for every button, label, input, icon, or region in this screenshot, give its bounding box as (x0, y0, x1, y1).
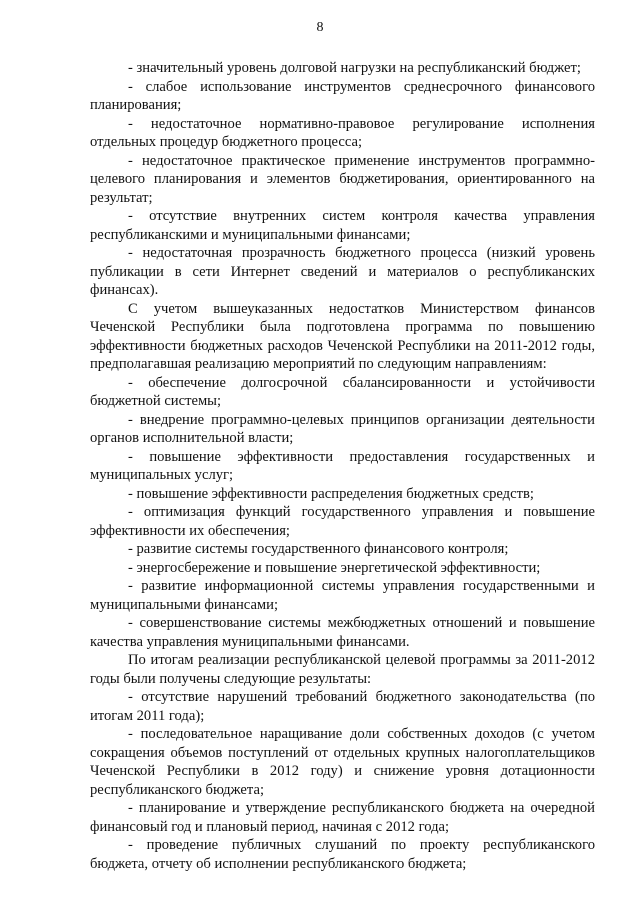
list-item: - оптимизация функций государственного управления и повышение эффективности их обеспечения; (90, 504, 595, 539)
list-item: - развитие информационной системы управления государственными и муниципальными финансами; (90, 578, 595, 613)
list-item: - отсутствие внутренних систем контроля качества управления республиканскими и муниципальными финансами; (90, 208, 595, 243)
list-item: - внедрение программно-целевых принципов организации деятельности органов исполнительной власти; (90, 411, 595, 446)
list-item: - недостаточное практическое применение инструментов программно-целевого планирования и элементов бюджетирования, ориентированного на результат; (90, 152, 595, 206)
list-item: - планирование и утверждение республиканского бюджета на очередной финансовый год и плановый период, начиная с 2012 года; (90, 800, 595, 835)
list-item: - обеспечение долгосрочной сбалансированности и устойчивости бюджетной системы; (90, 374, 595, 409)
page-number: 8 (316, 20, 324, 35)
paragraph: По итогам реализации республиканской целевой программы за 2011-2012 годы были получены следующие результаты: (90, 652, 595, 687)
list-item: - проведение публичных слушаний по проекту республиканского бюджета, отчету об исполнении республиканского бюджета; (90, 837, 595, 872)
list-item: - совершенствование системы межбюджетных отношений и повышение качества управления муниципальными финансами. (90, 615, 595, 650)
page-body (90, 59, 595, 873)
list-item: - развитие системы государственного финансового контроля; (128, 541, 509, 557)
list-item: - слабое использование инструментов среднесрочного финансового планирования; (90, 78, 595, 113)
list-item: - повышение эффективности распределения бюджетных средств; (128, 485, 534, 502)
paragraph: С учетом вышеуказанных недостатков Министерством финансов Чеченской Республики была подготовлена программа по повышению эффективности бюджетных расходов Чеченской Республики на 2011-2012 годы, предполагавшая реализацию мероприятий по следующим направлениям: (90, 300, 595, 372)
list-item: - отсутствие нарушений требований бюджетного законодательства (по итогам 2011 года); (90, 689, 595, 724)
list-item: - недостаточная прозрачность бюджетного процесса (низкий уровень публикации в сети Интернет сведений и материалов о республиканских финансах). (90, 245, 595, 298)
list-item: - последовательное наращивание доли собственных доходов (с учетом сокращения объемов поступлений от отдельных крупных налогоплательщиков Чеченской Республики в 2012 году) и снижение уровня дотационности республиканского бюджета; (90, 726, 595, 798)
list-item: - энергосбережение и повышение энергетической эффективности; (128, 559, 541, 576)
list-item: - повышение эффективности предоставления государственных и муниципальных услуг; (90, 448, 595, 483)
list-item: - недостаточное нормативно-правовое регулирование исполнения отдельных процедур бюджетного процесса; (90, 115, 595, 150)
list-item: - значительный уровень долговой нагрузки на республиканский бюджет; (128, 60, 581, 76)
